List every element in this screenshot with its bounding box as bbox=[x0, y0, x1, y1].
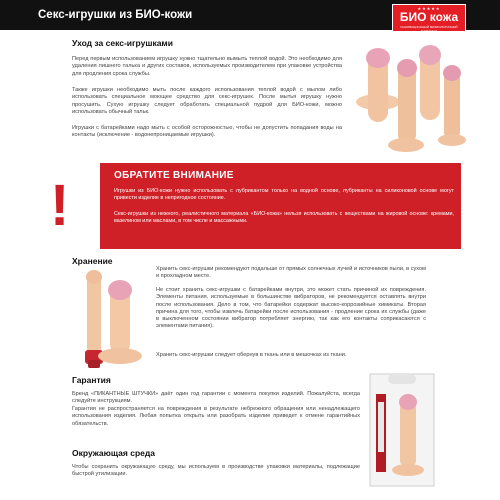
storage-heading: Хранение bbox=[72, 256, 113, 266]
brand-logo bbox=[392, 4, 466, 32]
care-paragraph-3: Игрушки с батарейками надо мыть с особой осторожностью, чтобы не допустить попадания воды на контакты (исключение - водонепроницаемые игрушки). bbox=[72, 125, 342, 139]
logo-stars: ★★★★★ bbox=[417, 6, 441, 11]
exclamation-icon: ! bbox=[50, 173, 70, 238]
environment-heading: Окружающая среда bbox=[72, 448, 155, 458]
storage-paragraph-2: Не стоит хранить секс-игрушки с батарейками внутри, это может стать причиной их повреждения. Элементы питания, используемые в большинстве вибраторов, не рекомендуется оставлять внутри после использования. Дело в том, что батарейки содержат высоко-коррозийные химикаты. Вторая причина для того, чтобы извлечь батарейки после использования - продление срока их службы (даже в выключенном состоянии вибратор потребляет энергию, так как его контакты соприкасаются с элементами питания). bbox=[156, 287, 426, 330]
care-heading: Уход за секс-игрушками bbox=[72, 38, 173, 48]
care-paragraph-2: Также игрушки необходимо мыть после каждого использования теплой водой с мылом либо использовать специальное моющее средство для секс-игрушек. После мытья игрушку нужно просушить. Сухую игрушку следует обработать специальной пудрой для БИО-кожи, можно использовать обычный тальк. bbox=[72, 87, 342, 115]
vibrator-image bbox=[62, 268, 152, 373]
storage-paragraph-1: Хранить секс-игрушки рекомендуют подальше от прямых солнечных лучей и источников пыли, в сухом и прохладном месте. bbox=[156, 266, 426, 280]
logo-subtitle: ИННОВАЦИОННЫЙ ФИЗИОЛОГИЧНЫЙ МАТЕРИАЛ bbox=[400, 25, 458, 33]
toys-group-image bbox=[340, 42, 480, 157]
attention-box bbox=[100, 163, 461, 249]
warranty-paragraph-2: Гарантия не распространяется на повреждения в результате небрежного обращения или ненадлежащего использования изделия. Любая попытка открыть или разобрать изделие приведет к отмене гарантийных обязательств. bbox=[72, 406, 360, 427]
page-title: Секс-игрушки из БИО-кожи bbox=[38, 9, 193, 21]
warranty-paragraph-1: Бренд «ПИКАНТНЫЕ ШТУЧКИ» даёт один год гарантии с момента покупки изделий. Пожалуйста, всегда следуйте инструкциям. bbox=[72, 391, 360, 405]
attention-title: ОБРАТИТЕ ВНИМАНИЕ bbox=[114, 170, 234, 181]
storage-paragraph-3: Хранить секс-игрушки следует обернув в ткань или в мешочках из ткани. bbox=[156, 352, 347, 358]
attention-paragraph-2: Секс-игрушки из нежного, реалистичного материала «БИО-кожа» нельзя использовать с веществами на жировой основе: кремами, вазелином или маслами, в том числе и массажными. bbox=[114, 211, 454, 224]
care-paragraph-1: Перед первым использованием игрушку нужно тщательно вымыть теплой водой. Это необходимо для удаления лишнего талька и других составов, используемых производителем при упаковке устройства для продления срока службы. bbox=[72, 56, 342, 77]
attention-paragraph-1: Игрушки из БИО-кожи нужно использовать с лубрикантом только на водной основе, лубриканты на силиконовой основе могут привести изделие в непригодное состояние. bbox=[114, 188, 454, 201]
logo-text: БИО кожа bbox=[399, 10, 459, 24]
package-image bbox=[362, 372, 442, 494]
environment-paragraph: Чтобы сохранить окружающую среду, мы используем в производстве упаковки материалы, подлежащие быстрой утилизации. bbox=[72, 464, 360, 478]
warranty-heading: Гарантия bbox=[72, 375, 111, 385]
